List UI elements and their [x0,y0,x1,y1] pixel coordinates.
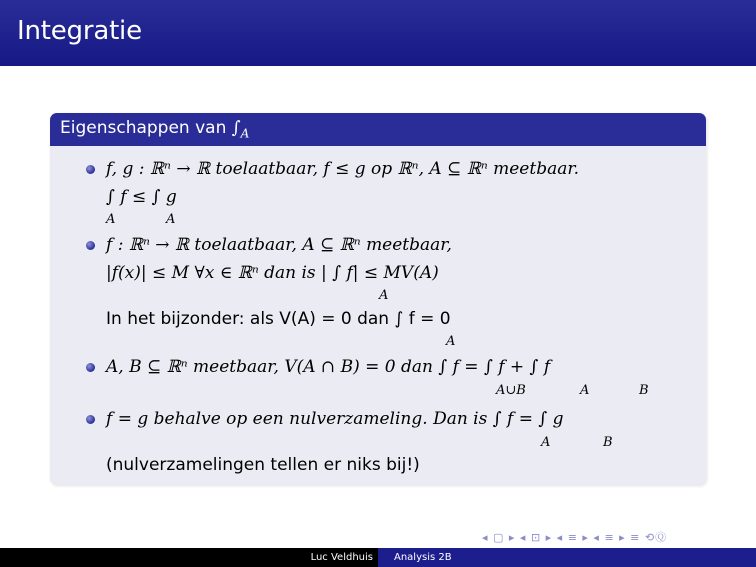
beamer-navigation-icons[interactable]: ◂ ▢ ▸ ◂ ⊡ ▸ ◂ ≡ ▸ ◂ ≡ ▸ ≡ ⟲Ⓠ [482,531,668,544]
footer-author-box [0,548,378,567]
frame-title-bar [0,0,756,66]
frame-title: Integratie [17,16,142,46]
bullet-icon [86,165,95,174]
item-4-line-2: (nulverzamelingen tellen er niks bij!) [106,455,420,475]
item-1-line-2: ∫ f ≤ ∫ g [106,187,177,207]
item-2-line-3: In het bijzonder: als V(A) = 0 dan ∫ f = 0 [106,309,451,329]
footer-author: Luc Veldhuis [310,552,373,563]
bullet-icon [86,415,95,424]
item-1-line-1: f, g : ℝⁿ → ℝ toelaatbaar, f ≤ g op ℝⁿ, A ⊆ ℝⁿ meetbaar. [106,159,580,179]
item-3-sub-a: A [580,383,590,398]
item-3-line-1: A, B ⊆ ℝⁿ meetbaar, V(A ∩ B) = 0 dan ∫ f = ∫ f + ∫ f [106,357,551,377]
block-title-integral: ∫ [231,118,241,138]
block-title-sub: A [240,126,250,141]
item-4-line-1: f = g behalve op een nulverzameling. Dan is ∫ f = ∫ g [106,409,564,429]
bullet-icon [86,363,95,372]
item-1-sub-b: A [166,212,176,227]
footer-course-box [378,548,756,567]
item-3-sub-b: B [639,383,649,398]
item-4-sub-a: A [541,435,551,450]
footer [0,548,756,567]
bullet-icon [86,241,95,250]
item-2-line-2: |f(x)| ≤ M ∀x ∈ ℝⁿ dan is | ∫ f| ≤ MV(A) [106,263,439,283]
item-2-sub: A [379,288,389,303]
footer-course: Analysis 2B [394,552,452,563]
item-4-sub-b: B [603,435,613,450]
item-3-sub-union: A∪B [496,383,526,398]
item-2-line-3-sub: A [446,334,456,349]
block-header [50,113,706,146]
block-title [60,118,249,140]
item-1-sub-a: A [106,212,116,227]
theorem-block [50,113,706,485]
block-title-prefix: Eigenschappen van [60,118,227,138]
item-2-line-1: f : ℝⁿ → ℝ toelaatbaar, A ⊆ ℝⁿ meetbaar, [106,235,452,255]
